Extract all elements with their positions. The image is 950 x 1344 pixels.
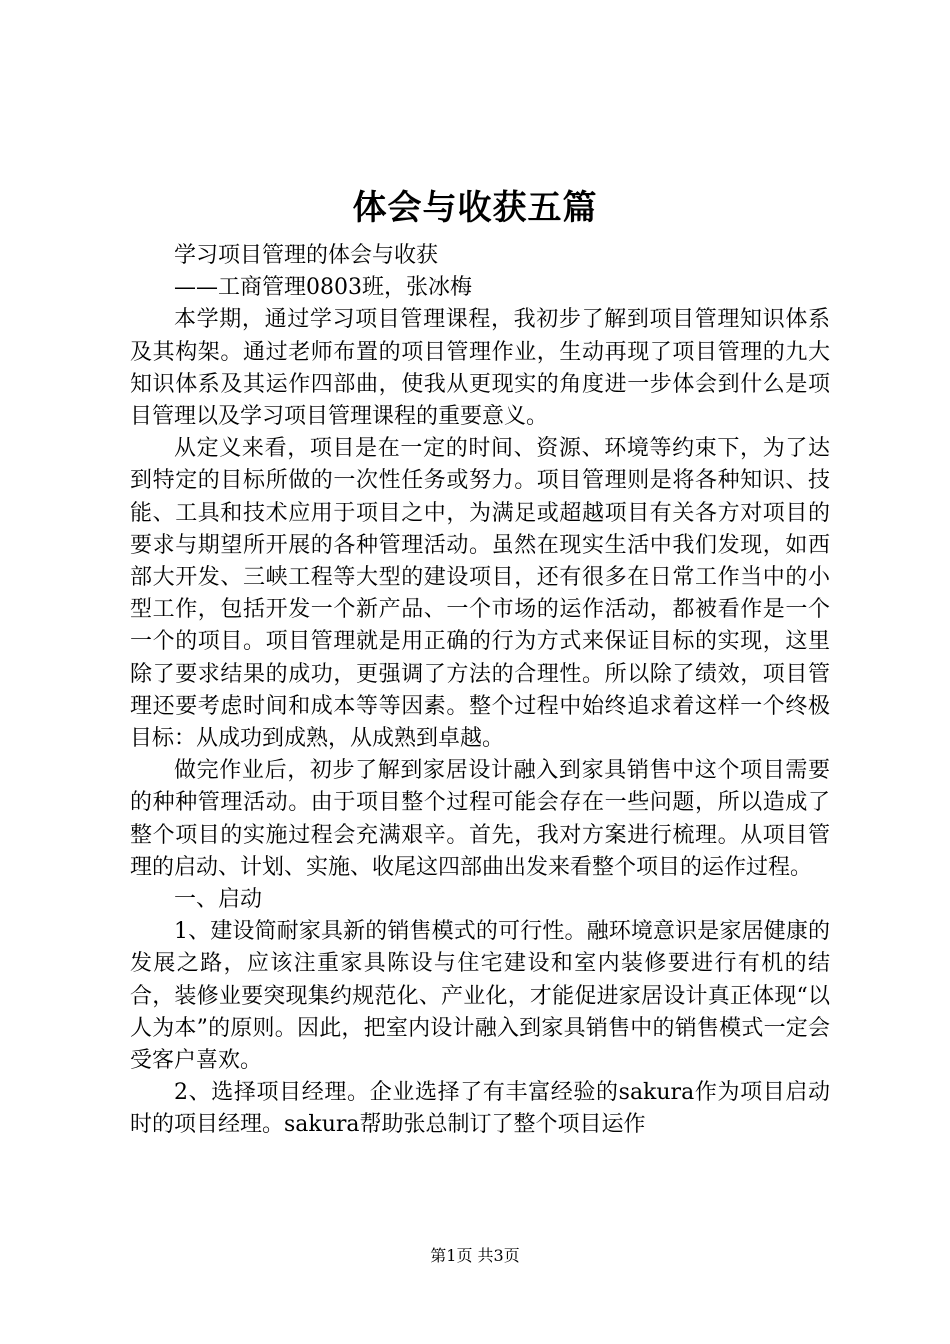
paragraph-subtitle: 学习项目管理的体会与收获 bbox=[174, 243, 439, 268]
paragraph-definition: 从定义来看，项目是在一定的时间、资源、环境等约束下，为了达到特定的目标所做的一次性任务或努力。项目管理则是将各种知识、技能、工具和技术应用于项目之中，为满足或超越项目有关各方对项目的要求与期望所开展的各种管理活动。虽然在现实生活中我们发现，如西部大开发、三峡工程等大型的建设项目，还有很多在日常工作当中的小型工作，包括开发一个新产品、一个市场的运作活动，都被看作是一个一个的项目。项目管理就是用正确的行为方式来保证目标的实现，这里除了要求结果的成功，更强调了方法的合理性。所以除了绩效，项目管理还要考虑时间和成本等等因素。整个过程中始终追求着这样一个终极目标：从成功到成熟，从成熟到卓越。 bbox=[130, 436, 830, 752]
paragraph-feasibility: 1、建设简耐家具新的销售模式的可行性。融环境意识是家居健康的发展之路，应该注重家具陈设与住宅建设和室内装修要进行有机的结合，装修业要突现集约规范化、产业化，才能促进家居设计真正体现“以人为本”的原则。因此，把室内设计融入到家具销售中的销售模式一定会受客户喜欢。 bbox=[130, 919, 830, 1074]
document-body bbox=[130, 240, 830, 1142]
paragraph-intro: 本学期，通过学习项目管理课程，我初步了解到项目管理知识体系及其构架。通过老师布置的项目管理作业，生动再现了项目管理的九大知识体系及其运作四部曲，使我从更现实的角度进一步体会到什么是项目管理以及学习项目管理课程的重要意义。 bbox=[130, 307, 830, 430]
paragraph-author: ——工商管理0803班，张冰梅 bbox=[174, 275, 472, 301]
section-heading-start: 一、启动 bbox=[174, 887, 263, 913]
paragraph-project-manager: 2、选择项目经理。企业选择了有丰富经验的sakura作为项目启动时的项目经理。sakura帮助张总制订了整个项目运作 bbox=[130, 1080, 830, 1138]
page-footer: 第1页 共3页 bbox=[430, 1246, 520, 1265]
paragraph-assignment: 做完作业后，初步了解到家居设计融入到家具销售中这个项目需要的种种管理活动。由于项目整个过程可能会存在一些问题，所以造成了整个项目的实施过程会充满艰辛。首先，我对方案进行梳理。从项目管理的启动、计划、实施、收尾这四部曲出发来看整个项目的运作过程。 bbox=[130, 758, 830, 880]
document-title: 体会与收获五篇 bbox=[352, 188, 598, 228]
